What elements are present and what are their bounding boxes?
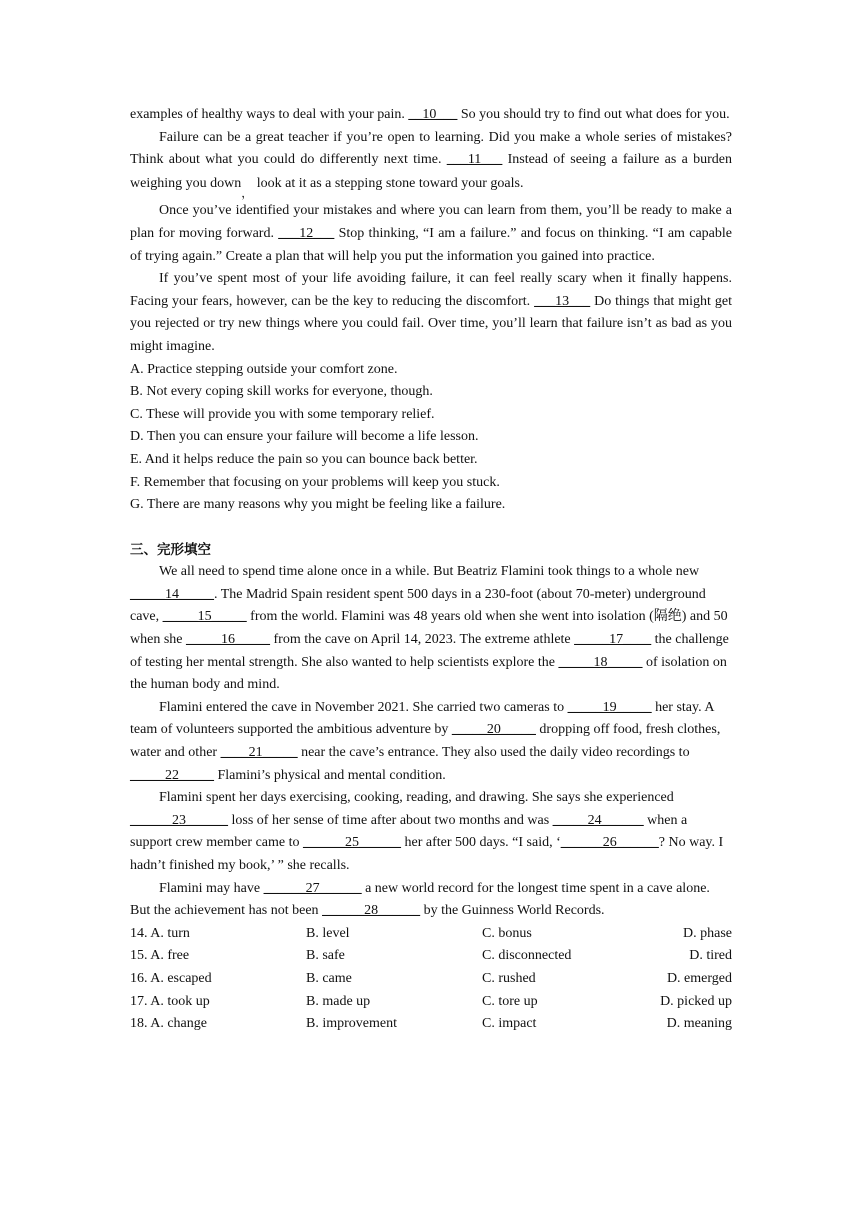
cloze-paragraph-2 <box>130 697 732 787</box>
text: the challenge of testing her mental strength. She also wanted to help scientists explore the <box>130 632 729 670</box>
text: dropping off food, fresh clothes, water and other <box>130 722 721 761</box>
choice-c[interactable]: C. impact <box>482 1016 537 1032</box>
cloze-paragraph-1 <box>130 561 732 697</box>
question-row-15 <box>130 945 732 968</box>
choice-a[interactable]: 18. A. change <box>130 1016 207 1032</box>
blank-24[interactable]: _____24______ <box>552 812 644 828</box>
choice-b[interactable]: B. safe <box>306 948 345 964</box>
text: Do things that might get you rejected or try new things where you could fail. Over time, you’ll learn that failure isn’t as bad as you might imagine. <box>130 293 732 354</box>
blank-12[interactable]: ___12___ <box>278 225 335 241</box>
text: . The Madrid Spain resident spent 500 days in a 230-foot (about 70-meter) underground cave, <box>130 586 706 625</box>
text: look at it as a stepping stone toward your goals. <box>253 175 524 191</box>
text: Stop thinking, “I am a failure.” and focus on thinking. “I am capable of trying again.” Create a plan that will help you put the information you gained into practice. <box>130 225 732 264</box>
blank-25[interactable]: ______25______ <box>303 835 401 851</box>
blank-22[interactable]: _____22_____ <box>130 767 214 783</box>
choice-c[interactable]: C. tore up <box>482 993 538 1009</box>
choice-a[interactable]: 16. A. escaped <box>130 970 212 986</box>
choice-c[interactable]: C. bonus <box>482 925 532 941</box>
text: Failure can be a great teacher if you’re open to learning. Did you make a whole series of mistakes? Think about what you could do differently next time. <box>130 129 732 168</box>
text: We all need to spend time alone once in a while. But Beatriz Flamini took things to a whole new <box>159 564 700 580</box>
question-row-16 <box>130 968 732 991</box>
choice-b[interactable]: B. came <box>306 970 352 986</box>
reading-paragraph-2 <box>130 127 732 200</box>
text: from the cave on April 14, 2023. The extreme athlete <box>270 632 575 648</box>
blank-10[interactable]: __10___ <box>408 107 458 122</box>
text: Flamini may have <box>159 880 264 896</box>
choice-d[interactable]: D. meaning <box>666 1016 732 1032</box>
question-row-18 <box>130 1013 732 1036</box>
text: by the Guinness World Records. <box>420 903 605 919</box>
choice-a[interactable]: 14. A. turn <box>130 925 190 941</box>
reading-paragraph-4 <box>130 268 732 358</box>
choice-c[interactable]: C. rushed <box>482 970 536 986</box>
blank-17[interactable]: _____17____ <box>574 632 652 648</box>
text: her stay. A team of volunteers supported the ambitious adventure by <box>130 699 714 738</box>
choice-b[interactable]: B. made up <box>306 993 371 1009</box>
blank-21[interactable]: ____21_____ <box>220 745 298 761</box>
text: near the cave’s entrance. They also used the daily video recordings to <box>297 745 690 761</box>
question-row-14 <box>130 923 732 946</box>
option-a: A. Practice stepping outside your comfort zone. <box>130 361 398 377</box>
option-e: E. And it helps reduce the pain so you can bounce back better. <box>130 451 478 467</box>
blank-16[interactable]: _____16_____ <box>186 632 270 648</box>
text: when a support crew member came to <box>130 812 688 851</box>
blank-19[interactable]: _____19_____ <box>567 699 652 715</box>
text: from the world. Flamini was 48 years old when she went into isolation (隔绝) and 50 when she <box>130 609 728 648</box>
option-d: D. Then you can ensure your failure will become a life lesson. <box>130 429 479 445</box>
option-c: C. These will provide you with some temporary relief. <box>130 406 435 422</box>
choice-a[interactable]: 17. A. took up <box>130 993 210 1009</box>
blank-11[interactable]: ___11___ <box>446 152 503 168</box>
text: examples of healthy ways to deal with your pain. <box>130 107 409 122</box>
text: of isolation on the human body and mind. <box>130 654 727 693</box>
reading-paragraph-1 <box>130 104 732 127</box>
cloze-paragraph-4 <box>130 878 732 923</box>
blank-13[interactable]: ___13___ <box>534 293 591 309</box>
blank-28[interactable]: ______28______ <box>322 903 421 919</box>
text: Flamini spent her days exercising, cooking, reading, and drawing. She says she experienced <box>159 790 674 806</box>
blank-27[interactable]: ______27______ <box>263 880 362 896</box>
blank-18[interactable]: _____18_____ <box>558 654 643 670</box>
text: her after 500 days. “I said, ‘ <box>401 835 561 851</box>
choice-d[interactable]: D. picked up <box>660 993 732 1009</box>
blank-26[interactable]: ______26______ <box>560 835 659 851</box>
option-f: F. Remember that focusing on your problems will keep you stuck. <box>130 474 500 490</box>
text: Flamini’s physical and mental condition. <box>214 767 446 783</box>
option-b: B. Not every coping skill works for everyone, though. <box>130 384 433 400</box>
choice-c[interactable]: C. disconnected <box>482 948 572 964</box>
question-row-17 <box>130 991 732 1014</box>
blank-20[interactable]: _____20_____ <box>451 722 536 738</box>
text: ? No way. I hadn’t finished my book,’ ” she recalls. <box>130 835 724 873</box>
reading-paragraph-3 <box>130 200 732 268</box>
section-heading: 三、完形填空 <box>130 541 211 558</box>
blank-14[interactable]: _____14_____ <box>130 586 214 602</box>
text: loss of her sense of time after about two months and was <box>228 812 553 828</box>
text: So you should try to find out what does for you. <box>457 107 730 122</box>
blank-23[interactable]: ______23______ <box>130 812 228 828</box>
blank-15[interactable]: _____15_____ <box>162 609 247 625</box>
choice-a[interactable]: 15. A. free <box>130 948 190 964</box>
choice-b[interactable]: B. level <box>306 925 350 941</box>
text: Instead of seeing a failure as a burden weighing you down <box>130 152 732 191</box>
text: Flamini entered the cave in November 2021. She carried two cameras to <box>159 699 568 715</box>
text: a new world record for the longest time spent in a cave alone. But the achievement has not been <box>130 880 710 919</box>
text: If you’ve spent most of your life avoiding failure, it can feel really scary when it finally happens. Facing your fears, however, can be the key to reducing the discomfort. <box>130 271 732 309</box>
text: Once you’ve identified your mistakes and where you can learn from them, you’ll be ready to make a plan for moving forward. <box>130 203 732 241</box>
document-page <box>130 104 732 1036</box>
option-g: G. There are many reasons why you might be feeling like a failure. <box>130 497 506 513</box>
choice-d[interactable]: D. phase <box>683 925 732 941</box>
comma: ， <box>241 185 254 200</box>
choice-b[interactable]: B. improvement <box>306 1016 397 1032</box>
choice-d[interactable]: D. tired <box>689 948 732 964</box>
cloze-paragraph-3 <box>130 787 732 877</box>
choice-d[interactable]: D. emerged <box>666 970 732 986</box>
